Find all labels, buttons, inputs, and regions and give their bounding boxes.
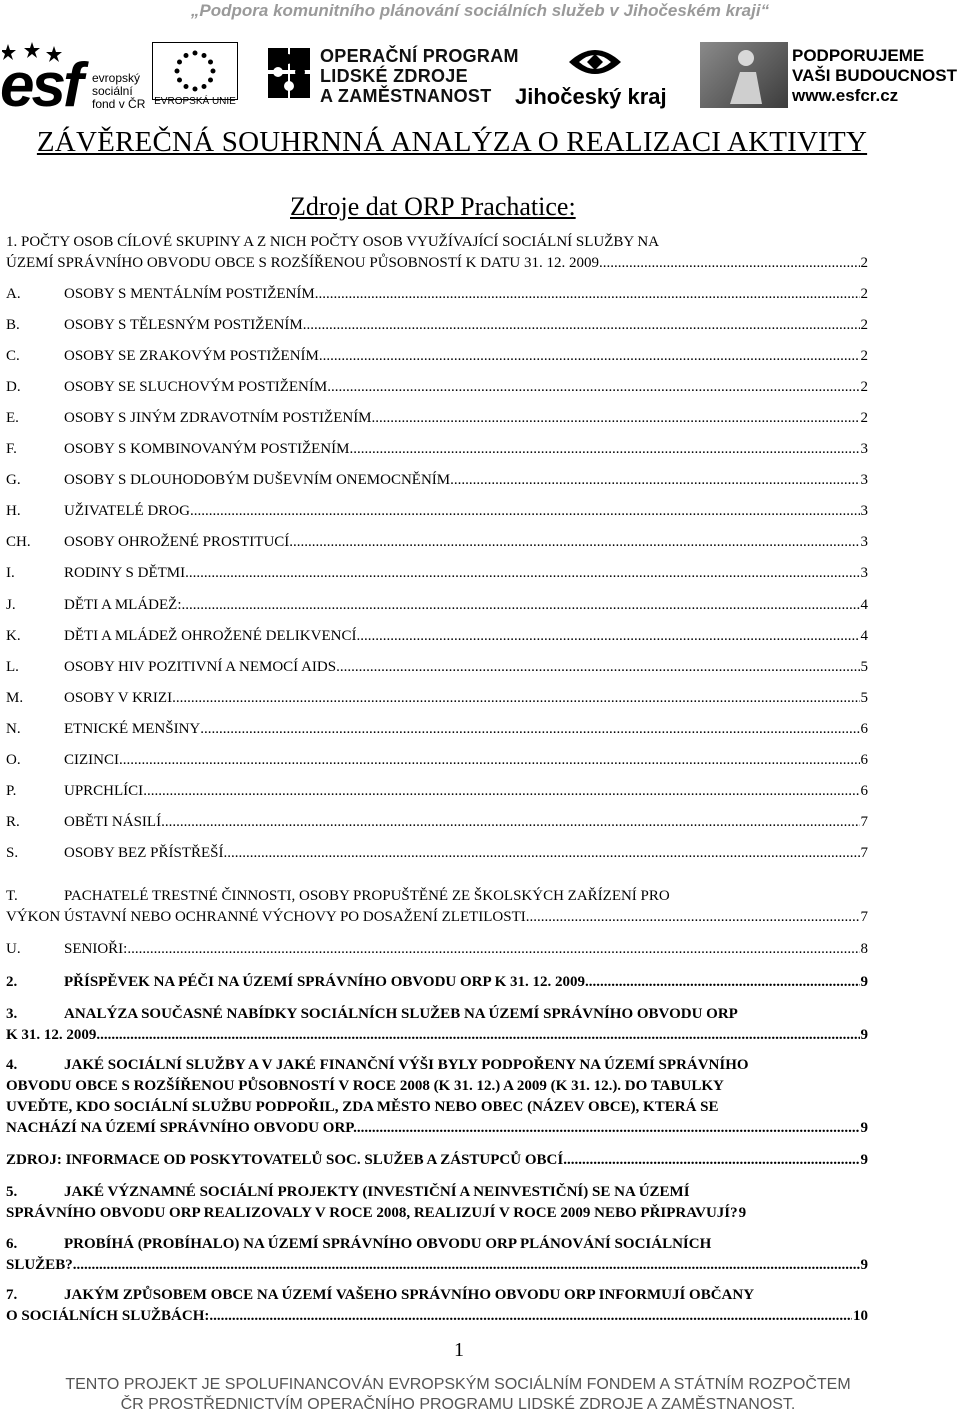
toc-leader (315, 284, 860, 305)
toc-page: 10 (853, 1308, 868, 1324)
toc-item-5[interactable] (6, 1182, 868, 1224)
toc-item[interactable] (6, 284, 868, 305)
toc-item-t-line-2-row (6, 907, 868, 928)
toc-item-1-line-1: 1. POČTY OSOB CÍLOVÉ SKUPINY A Z NICH POČTY OSOB VYUŽÍVAJÍCÍ SOCIÁLNÍ SLUŽBY NA (6, 234, 660, 250)
toc-number: 7. (6, 1287, 18, 1303)
toc-number: M. (6, 689, 24, 706)
toc-leader (73, 1255, 860, 1276)
toc-item-6-line-2: SLUŽEB? (6, 1257, 73, 1273)
toc-item[interactable] (6, 501, 868, 522)
toc-leader (209, 1306, 852, 1327)
toc-page: 9 (860, 1152, 868, 1168)
toc-number: 6. (6, 1236, 18, 1252)
toc-page: 2 (860, 379, 868, 396)
toc-text: OBĚTI NÁSILÍ (64, 813, 162, 830)
toc-leader (172, 688, 859, 709)
toc-text: OSOBY S DLOUHODOBÝM DUŠEVNÍM ONEMOCNĚNÍM (64, 472, 451, 489)
toc-item-5-line-1: JAKÉ VÝZNAMNÉ SOCIÁLNÍ PROJEKTY (INVESTIČNÍ A NEINVESTIČNÍ) SE NA ÚZEMÍ (64, 1184, 690, 1200)
toc-item-5-line-2-row (6, 1203, 868, 1224)
toc-item-6-line-2-row (6, 1255, 868, 1276)
toc-leader (96, 1025, 859, 1046)
toc-text: OSOBY OHROŽENÉ PROSTITUCÍ (64, 534, 290, 551)
toc-page: 9 (738, 1205, 747, 1221)
toc-item-t-line-2: VÝKON ÚSTAVNÍ NEBO OCHRANNÉ VÝCHOVY PO DOSAŽENÍ ZLETILOSTI (6, 909, 526, 925)
op-line-1: OPERAČNÍ PROGRAM (320, 46, 519, 66)
toc-page: 2 (860, 286, 868, 302)
toc-item-t-line-1: PACHATELÉ TRESTNÉ ČINNOSTI, OSOBY PROPUŠTĚNÉ ZE ŠKOLSKÝCH ZAŘÍZENÍ PRO (64, 888, 670, 904)
toc-text: DĚTI A MLÁDEŽ OHROŽENÉ DELIKVENCÍ (64, 627, 357, 644)
toc-item-7-line-1: JAKÝM ZPŮSOBEM OBCE NA ÚZEMÍ VAŠEHO SPRÁVNÍHO OBVODU ORP INFORMUJÍ OBČANY (64, 1287, 755, 1303)
toc-page: 5 (860, 689, 868, 706)
toc-number: E. (6, 410, 19, 427)
toc-number: P. (6, 782, 17, 799)
toc-number: G. (6, 472, 21, 489)
footer (0, 1375, 908, 1415)
toc-item-7-line-2: O SOCIÁLNÍCH SLUŽBÁCH: (6, 1308, 210, 1324)
toc-leader (599, 253, 860, 274)
toc-number: C. (6, 348, 20, 365)
toc-item[interactable] (6, 719, 868, 740)
toc-zdroj[interactable] (6, 1150, 868, 1171)
toc-leader (161, 812, 859, 833)
esf-line-1: evropský (92, 71, 141, 85)
toc-item[interactable] (6, 563, 868, 584)
toc-number: R. (6, 813, 20, 830)
toc-item[interactable] (6, 781, 868, 802)
toc-text: OSOBY V KRIZI (64, 689, 173, 706)
toc-leader (356, 626, 859, 647)
toc-item-3-line-2-row (6, 1025, 868, 1046)
toc-item-t-line-1-row (6, 886, 868, 907)
toc-item-7-line-2-row (6, 1306, 868, 1327)
toc-item-7-line-1-row (6, 1285, 868, 1306)
toc-text: OSOBY S MENTÁLNÍM POSTIŽENÍM (64, 286, 315, 302)
toc-text: OSOBY S KOMBINOVANÝM POSTIŽENÍM (64, 441, 350, 458)
toc-page: 3 (860, 565, 868, 582)
toc-text: RODINY S DĚTMI (64, 565, 186, 582)
toc-page: 9 (860, 1257, 868, 1273)
toc-item-3-line-1: ANALÝZA SOUČASNÉ NABÍDKY SOCIÁLNÍCH SLUŽEB NA ÚZEMÍ SPRÁVNÍHO OBVODU ORP (64, 1006, 738, 1022)
footer-line-1: TENTO PROJEKT JE SPOLUFINANCOVÁN EVROPSKÝM SOCIÁLNÍM FONDEM A STÁTNÍM ROZPOČTEM (65, 1376, 851, 1393)
document-title: ZÁVĚREČNÁ SOUHRNNÁ ANALÝZA O REALIZACI AKTIVITY (36, 126, 868, 158)
toc-number: S. (6, 844, 19, 861)
toc-number: K. (6, 627, 21, 644)
toc-item[interactable] (6, 346, 868, 367)
toc-leader (327, 377, 859, 398)
toc-number: B. (6, 317, 20, 334)
toc-item-3[interactable] (6, 1004, 868, 1046)
toc-page: 4 (860, 627, 868, 644)
toc-leader (182, 595, 860, 616)
toc-number: T. (6, 888, 18, 904)
toc-number: L. (6, 658, 19, 675)
toc-item-6-line-1: PROBÍHÁ (PROBÍHALO) NA ÚZEMÍ SPRÁVNÍHO OBVODU ORP PLÁNOVÁNÍ SOCIÁLNÍCH (64, 1236, 712, 1252)
podpor-line-1: PODPORUJEME (792, 46, 925, 65)
toc-number: F. (6, 441, 17, 458)
running-header: „Podpora komunitního plánování sociálních služeb v Jihočeském kraji“ (190, 1, 770, 20)
toc-item[interactable] (6, 812, 868, 833)
toc-page: 7 (860, 844, 868, 861)
op-line-2: LIDSKÉ ZDROJE (320, 66, 468, 86)
toc-leader (357, 1118, 860, 1139)
toc-text: ETNICKÉ MENŠINY (64, 720, 201, 737)
toc-item-4[interactable] (6, 1055, 868, 1139)
toc-item-5-line-1-row (6, 1182, 868, 1203)
toc-text: DĚTI A MLÁDEŽ: (64, 596, 182, 613)
toc-item-1-line-2: ÚZEMÍ SPRÁVNÍHO OBVODU OBCE S ROZŠÍŘENOU PŮSOBNOSTÍ K DATU 31. 12. 2009 (6, 255, 599, 271)
toc-leader (119, 750, 860, 771)
toc-item[interactable] (6, 408, 868, 429)
toc-item-u[interactable] (6, 939, 868, 960)
toc-page: 4 (860, 596, 868, 613)
toc-item[interactable] (6, 657, 868, 678)
toc-text: OSOBY BEZ PŘÍSTŘEŠÍ (64, 844, 224, 861)
toc-leader (336, 657, 859, 678)
toc-item-5-line-2: SPRÁVNÍHO OBVODU ORP REALIZOVALY V ROCE 2008, REALIZUJÍ V ROCE 2009 NEBO PŘIPRAVUJÍ? (6, 1205, 738, 1221)
toc-item-7[interactable] (6, 1285, 868, 1327)
podporujeme-text (792, 46, 957, 106)
toc-page: 9 (860, 1027, 868, 1043)
toc-item-4-line-2: OBVODU OBCE S ROZŠÍŘENOU PŮSOBNOSTÍ V ROCE 2008 (K 31. 12.) A 2009 (K 31. 12.). DO TABULKY (6, 1078, 724, 1094)
toc-page: 9 (860, 974, 868, 990)
toc-page: 7 (860, 909, 868, 925)
toc-item-2[interactable] (6, 972, 868, 993)
toc-leader (585, 972, 860, 993)
esf-logo (0, 42, 150, 120)
toc-item[interactable] (6, 843, 868, 864)
toc-number: CH. (6, 534, 31, 551)
toc-page: 2 (860, 348, 868, 365)
toc-item-1[interactable] (6, 232, 868, 274)
toc-item[interactable] (6, 750, 868, 771)
toc-item-3-line-1-row (6, 1004, 868, 1025)
toc-item-t[interactable] (6, 886, 868, 928)
toc-page: 3 (860, 472, 868, 489)
toc-number: U. (6, 941, 21, 957)
esf-letters: esf (0, 51, 81, 120)
toc-text: SENIOŘI: (64, 941, 128, 957)
toc-leader (127, 939, 859, 960)
toc-item-4-line-4-row (6, 1118, 868, 1139)
toc-page: 5 (860, 658, 868, 675)
toc-page: 6 (860, 782, 868, 799)
toc-leader (372, 408, 860, 429)
op-logo-text (320, 46, 519, 106)
toc-item-6[interactable] (6, 1234, 868, 1276)
table-of-contents (6, 232, 868, 1332)
toc-text: OSOBY SE SLUCHOVÝM POSTIŽENÍM (64, 379, 328, 396)
toc-item-4-line-1: JAKÉ SOCIÁLNÍ SLUŽBY A V JAKÉ FINANČNÍ VÝŠI BYLY PODPOŘENY NA ÚZEMÍ SPRÁVNÍHO (64, 1057, 749, 1073)
toc-item[interactable] (6, 315, 868, 336)
jihocesky-kraj-emblem-icon (565, 42, 625, 82)
eu-flag-icon (152, 42, 238, 100)
toc-text: UŽIVATELÉ DROG (64, 503, 190, 520)
toc-leader (563, 1150, 859, 1171)
toc-page: 6 (860, 720, 868, 737)
toc-text: CIZINCI (64, 751, 119, 768)
toc-number: I. (6, 565, 15, 582)
toc-item-4-line-1-row (6, 1055, 868, 1076)
toc-number: A. (6, 286, 21, 302)
podpor-line-3: www.esfcr.cz (792, 86, 899, 105)
toc-item-3-line-2: K 31. 12. 2009 (6, 1027, 97, 1043)
toc-page: 9 (860, 1120, 868, 1136)
toc-item[interactable] (6, 470, 868, 491)
toc-number: J. (6, 596, 16, 613)
toc-item[interactable] (6, 626, 868, 647)
toc-text: OSOBY S JINÝM ZDRAVOTNÍM POSTIŽENÍM (64, 410, 372, 427)
toc-item[interactable] (6, 595, 868, 616)
page-number: 1 (454, 1339, 464, 1361)
toc-text: PŘÍSPĚVEK NA PÉČI NA ÚZEMÍ SPRÁVNÍHO OBVODU ORP K 31. 12. 2009 (64, 974, 585, 990)
toc-leader (289, 532, 859, 553)
document-subtitle: Zdroje dat ORP Prachatice: (290, 192, 576, 221)
toc-number: N. (6, 720, 21, 737)
toc-leader (319, 346, 860, 367)
toc-number: 5. (6, 1184, 18, 1200)
toc-item[interactable] (6, 439, 868, 460)
podporujeme-figure-icon (700, 42, 788, 108)
toc-item-4-line-3: UVEĎTE, KDO SOCIÁLNÍ SLUŽBU PODPOŘIL, ZDA MĚSTO NEBO OBEC (NÁZEV OBCE), KTERÁ SE (6, 1099, 719, 1115)
op-puzzle-icon (266, 44, 314, 104)
toc-number: 4. (6, 1057, 18, 1073)
toc-item-4-line-4: NACHÁZÍ NA ÚZEMÍ SPRÁVNÍHO OBVODU ORP. (6, 1120, 357, 1136)
toc-item[interactable] (6, 688, 868, 709)
toc-page: 7 (860, 813, 868, 830)
toc-page: 8 (860, 941, 868, 957)
toc-text: OSOBY SE ZRAKOVÝM POSTIŽENÍM (64, 348, 319, 365)
toc-leader (185, 563, 859, 584)
toc-number: 3. (6, 1006, 18, 1022)
toc-leader (526, 907, 860, 928)
toc-text: UPRCHLÍCI (64, 782, 144, 799)
toc-item[interactable] (6, 377, 868, 398)
op-line-3: A ZAMĚSTNANOST (320, 86, 492, 106)
toc-text: OSOBY S TĚLESNÝM POSTIŽENÍM (64, 317, 303, 334)
toc-leader (200, 719, 859, 740)
podpor-line-2: VAŠI BUDOUCNOST (792, 66, 957, 85)
toc-page: 3 (860, 534, 868, 551)
toc-leader (143, 781, 859, 802)
esf-line-3: fond v ČR (92, 97, 146, 111)
toc-text: OSOBY HIV POZITIVNÍ A NEMOCÍ AIDS (64, 658, 337, 675)
toc-leader (190, 501, 860, 522)
footer-line-2: ČR PROSTŘEDNICTVÍM OPERAČNÍHO PROGRAMU LIDSKÉ ZDROJE A ZAMĚSTNANOST. (120, 1396, 796, 1413)
toc-number: 2. (6, 974, 18, 990)
eu-label: EVROPSKÁ UNIE (154, 96, 236, 107)
kraj-logo-text: Jihočeský kraj (515, 84, 667, 109)
toc-leader (223, 843, 859, 864)
esf-line-2: sociální (92, 84, 133, 98)
toc-leader (303, 315, 860, 336)
toc-number: O. (6, 751, 21, 768)
toc-text: ZDROJ: INFORMACE OD POSKYTOVATELŮ SOC. SLUŽEB A ZÁSTUPCŮ OBCÍ (6, 1152, 564, 1168)
toc-leader (450, 470, 859, 491)
toc-item-6-line-1-row (6, 1234, 868, 1255)
toc-page: 6 (860, 751, 868, 768)
toc-leader (349, 439, 859, 460)
toc-page: 2 (860, 255, 868, 271)
toc-page: 3 (860, 503, 868, 520)
toc-number: D. (6, 379, 21, 396)
toc-page: 2 (860, 410, 868, 427)
toc-item-1-line-2-row (6, 253, 868, 274)
toc-item[interactable] (6, 532, 868, 553)
toc-number: H. (6, 503, 21, 520)
toc-page: 3 (860, 441, 868, 458)
toc-page: 2 (860, 317, 868, 334)
